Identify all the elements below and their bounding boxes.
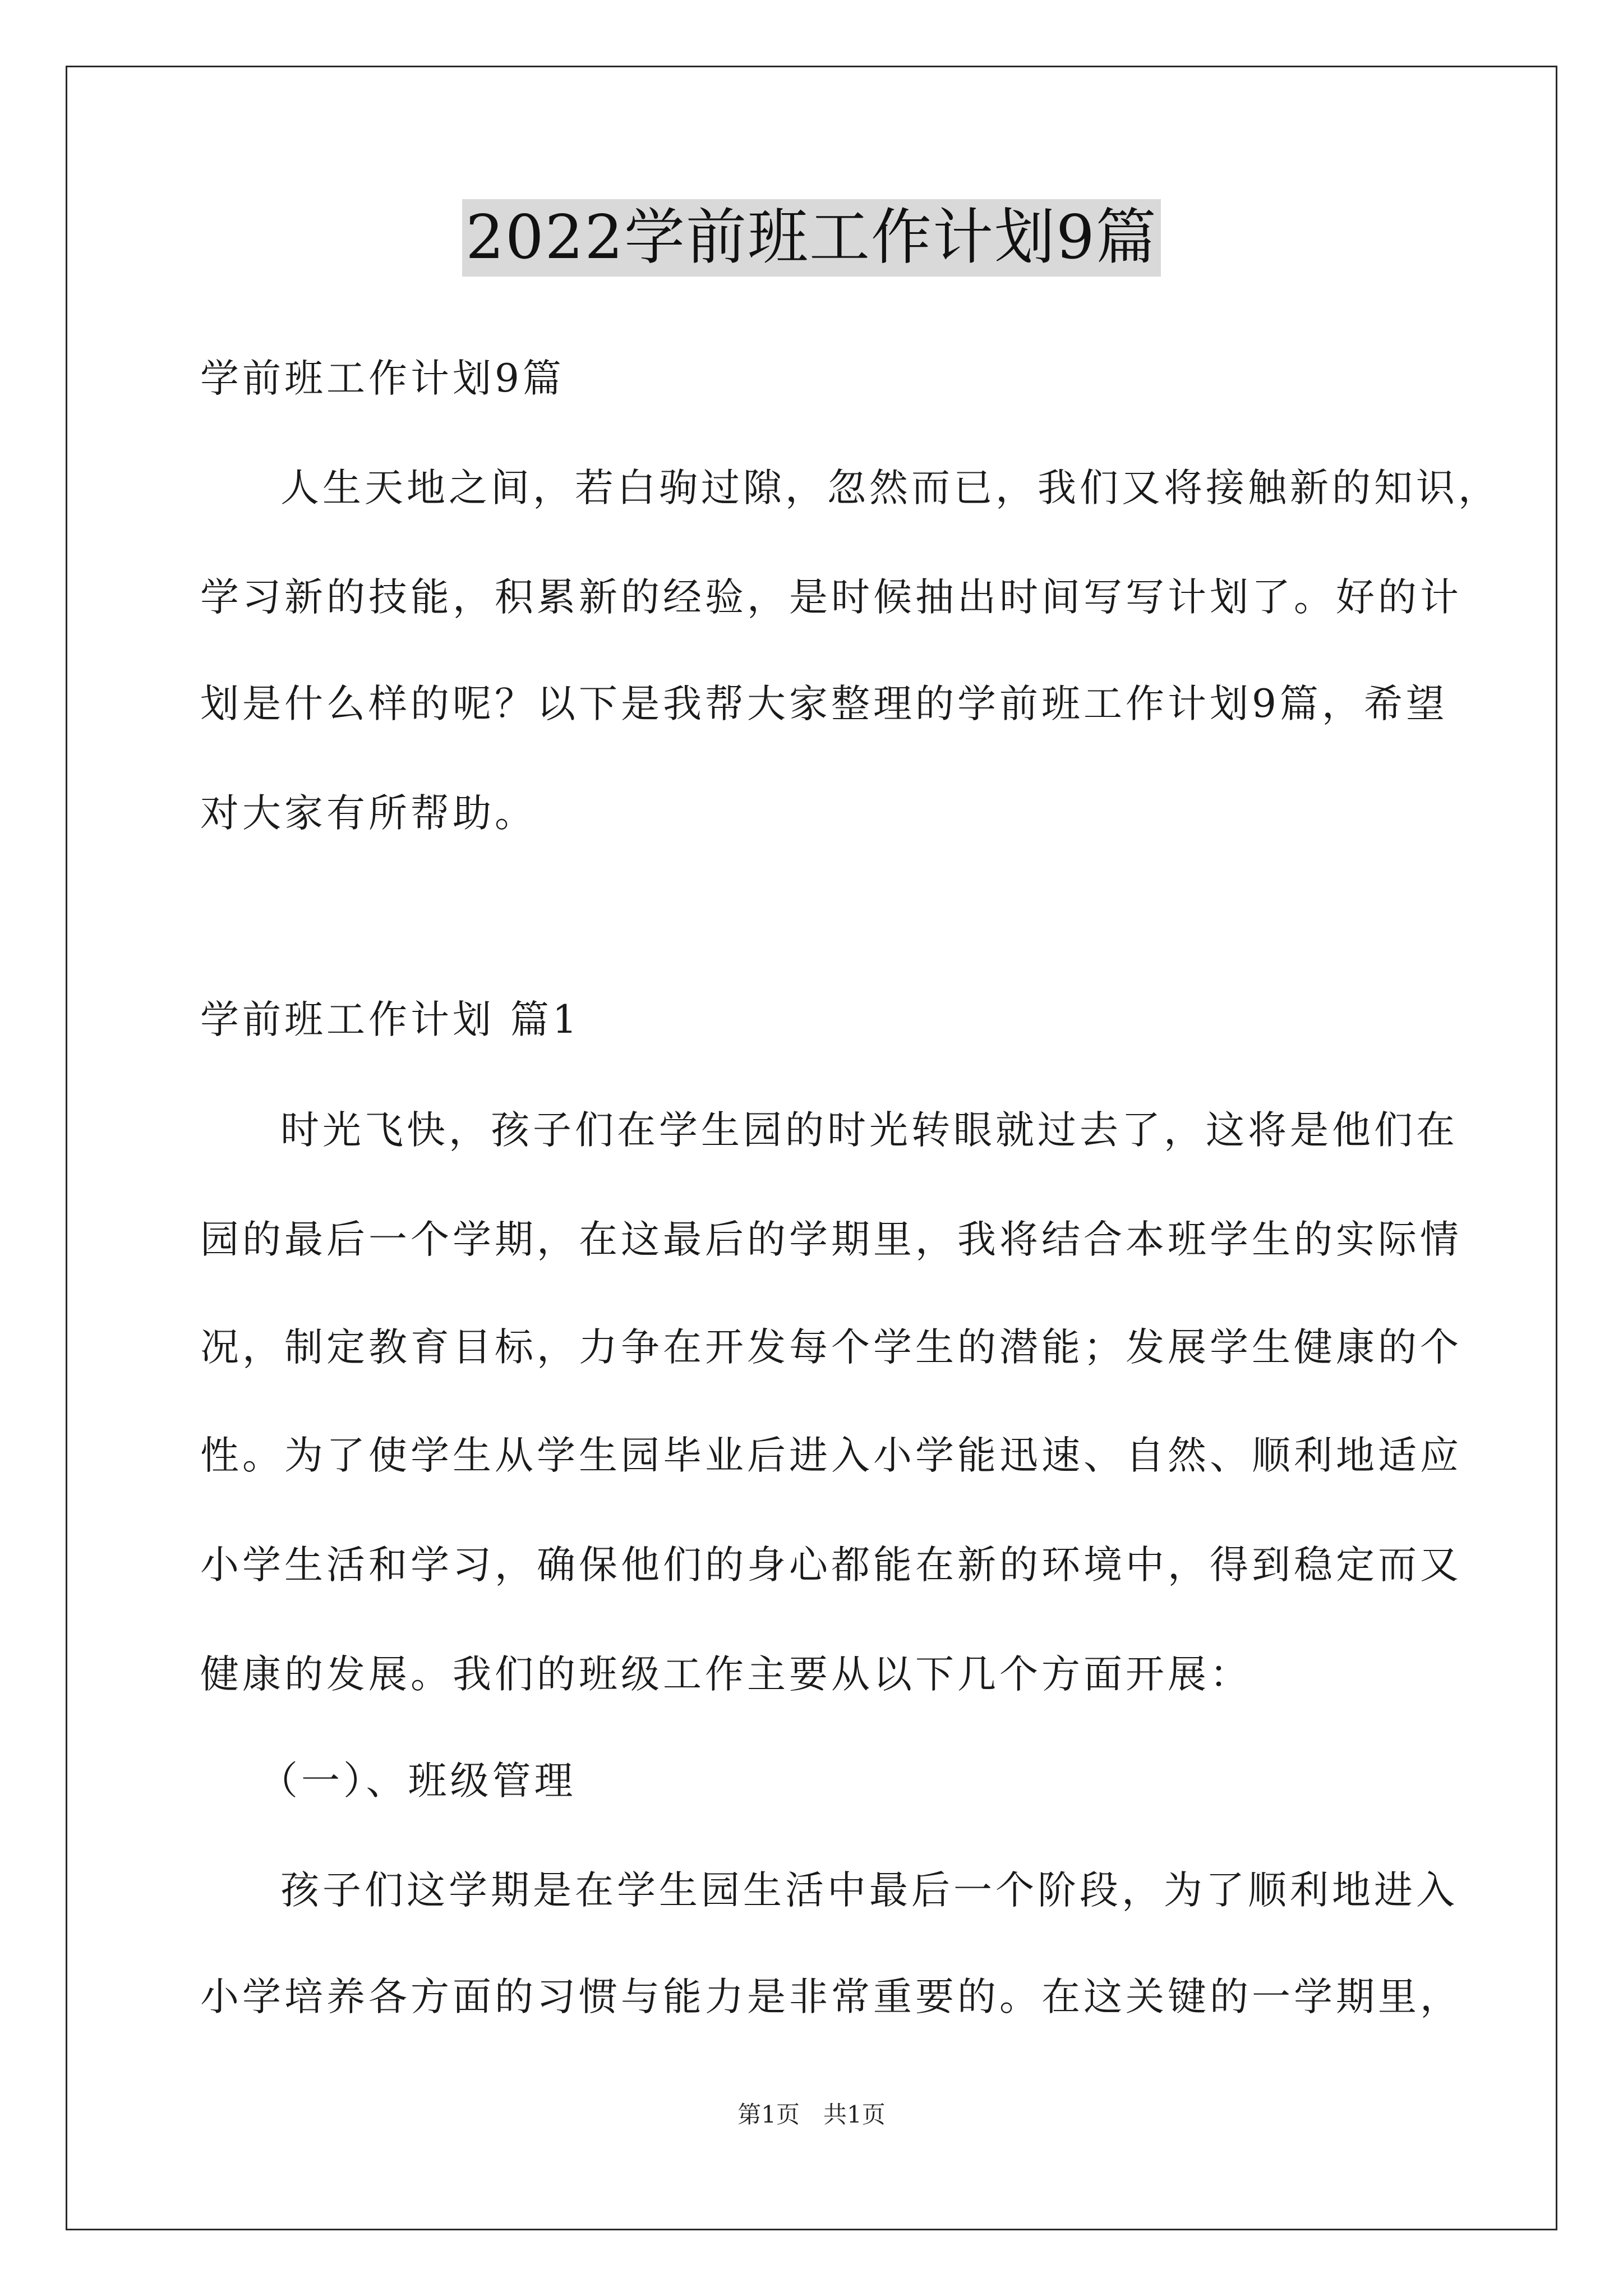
intro-line-4: 对大家有所帮助。 — [200, 791, 537, 836]
paragraph-line: 小学生活和学习，确保他们的身心都能在新的环境中，得到稳定而又 — [200, 1543, 1462, 1588]
section-heading: 学前班工作计划 篇1 — [200, 997, 580, 1042]
paragraph-line: 况，制定教育目标，力争在开发每个学生的潜能；发展学生健康的个 — [200, 1325, 1462, 1370]
intro-line-2: 学习新的技能，积累新的经验，是时候抽出时间写写计划了。好的计 — [200, 575, 1462, 620]
paragraph-line: 园的最后一个学期，在这最后的学期里，我将结合本班学生的实际情 — [200, 1217, 1462, 1262]
paragraph-line: 孩子们这学期是在学生园生活中最后一个阶段，为了顺利地进入 — [280, 1868, 1458, 1913]
paragraph-line: 小学培养各方面的习惯与能力是非常重要的。在这关键的一学期里， — [200, 1975, 1462, 2019]
document-subtitle: 学前班工作计划9篇 — [200, 356, 565, 401]
paragraph-line: 性。为了使学生从学生园毕业后进入小学能迅速、自然、顺利地适应 — [200, 1433, 1462, 1478]
paragraph-line: 健康的发展。我们的班级工作主要从以下几个方面开展： — [200, 1652, 1252, 1697]
subheading: （一）、班级管理 — [259, 1759, 577, 1803]
intro-line-1: 人生天地之间，若白驹过隙，忽然而已，我们又将接触新的知识， — [280, 466, 1500, 510]
title-container — [0, 199, 1623, 277]
page-footer: 第1页 共1页 — [737, 2101, 886, 2128]
paragraph-line: 时光飞快，孩子们在学生园的时光转眼就过去了，这将是他们在 — [280, 1108, 1458, 1153]
intro-line-3: 划是什么样的呢？以下是我帮大家整理的学前班工作计划9篇，希望 — [200, 682, 1448, 726]
document-title: 2022学前班工作计划9篇 — [462, 199, 1161, 277]
